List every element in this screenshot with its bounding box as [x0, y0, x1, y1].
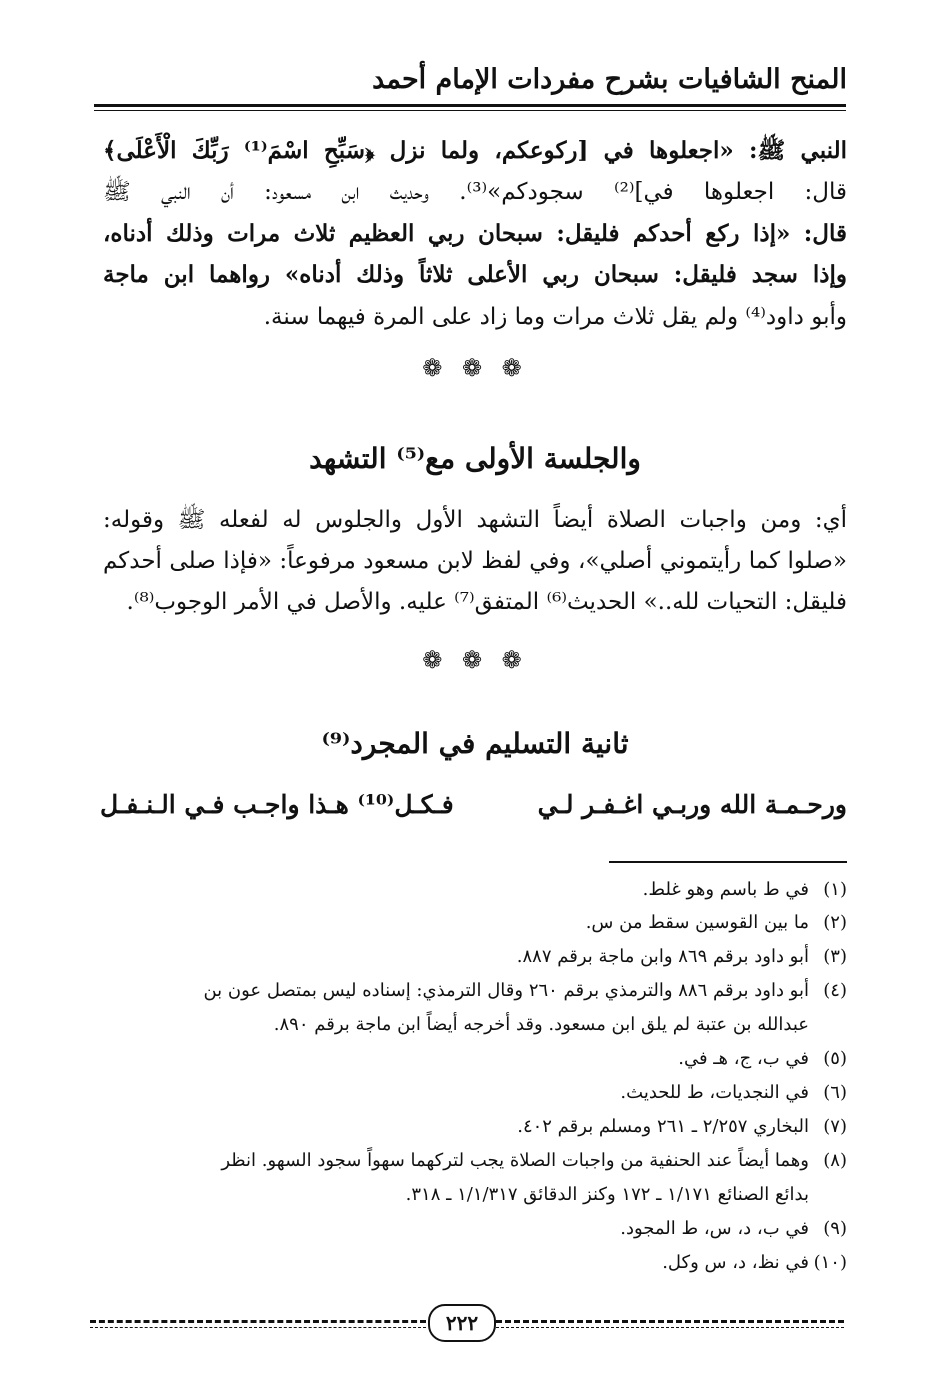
footnote [100, 942, 847, 971]
footnote [100, 1214, 847, 1243]
body-line: قال: اجعلوها في]⁽²⁾ سجودكم»⁽³⁾. وحديث ابن مسعود: أن النبي ﷺ [103, 179, 847, 205]
running-header: المنح الشافيات بشرح مفردات الإمام أحمد [372, 64, 847, 95]
footnote-text: في نظ، د، س وكل. [662, 1252, 809, 1273]
footnote [100, 1044, 847, 1073]
body-line: قال: «إذا ركع أحدكم فليقل: سبحان ربي العظيم ثلاث مرات وذلك أدناه، [103, 220, 847, 247]
footer-rule-left [90, 1320, 426, 1323]
body-line: وإذا سجد فليقل: سبحان ربي الأعلى ثلاثاً وذلك أدناه» رواهما ابن ماجة [103, 261, 847, 288]
footnote-number: (١٠) [813, 1252, 847, 1273]
body-line: وأبو داود⁽⁴⁾ ولم يقل ثلاث مرات وما زاد على المرة فيهما سنة. [263, 304, 847, 330]
footnote-text: في ب، د، س، ط المجود. [620, 1218, 809, 1239]
body-line: «صلوا كما رأيتموني أصلي»، وفي لفظ لابن مسعود مرفوعاً: «فإذا صلى أحدكم [103, 548, 847, 574]
footnote-text: أبو داود برقم ٨٨٦ والترمذي برقم ٢٦٠ وقال الترمذي: إسناده ليس بمتصل عون بن [203, 980, 809, 1001]
body-line: أي: ومن واجبات الصلاة أيضاً التشهد الأول والجلوس له لفعله ﷺ وقوله: [103, 507, 847, 533]
section-divider: ❁ ❁ ❁ [422, 354, 528, 382]
section-heading: ثانية التسليم في المجرد⁽⁹⁾ [321, 727, 629, 760]
verse-second-hemistich: فـكـل⁽¹⁰⁾ هـذا واجـب فـي الـنـفـل [100, 790, 454, 819]
footer-rule-right [496, 1320, 844, 1323]
header-rule-thin [94, 110, 846, 111]
footnote-text: وهما أيضاً عند الحنفية من واجبات الصلاة يجب لتركهما سهواً سجود السهو. انظر [221, 1150, 809, 1171]
footnote-text: في النجديات، ط للحديث. [620, 1082, 809, 1103]
footnote-text: أبو داود برقم ٨٦٩ وابن ماجة برقم ٨٨٧. [516, 946, 809, 967]
footnote-continuation: عبدالله بن عتبة لم يلق ابن مسعود. وقد أخرجه أيضاً ابن ماجة برقم ٨٩٠. [273, 1014, 809, 1035]
footnote-text: البخاري ٢/٢٥٧ ـ ٢٦١ ومسلم برقم ٤٠٢. [517, 1116, 809, 1137]
footnote [100, 976, 847, 1005]
verse-first-hemistich: ورحـمـة الله وربـي اغـفـر لـي [537, 790, 847, 819]
footnote-number: (٣) [823, 946, 847, 967]
footnote [100, 1112, 847, 1141]
footnote-number: (٨) [823, 1150, 847, 1171]
footnote [100, 875, 847, 904]
section-divider: ❁ ❁ ❁ [422, 646, 528, 674]
footnote-text: في ب، ج، هـ في. [678, 1048, 809, 1069]
poem-verse [100, 790, 847, 830]
footnote [100, 1078, 847, 1107]
footnote-text: في ط باسم وهو غلط. [642, 879, 809, 900]
section-heading: والجلسة الأولى مع⁽⁵⁾ التشهد [309, 442, 641, 475]
footer-rule-right-thin [496, 1327, 844, 1328]
footnote-number: (٩) [823, 1218, 847, 1239]
page-number: ٢٢٢ [428, 1304, 496, 1342]
footer-rule-left-thin [90, 1327, 426, 1328]
footnote-number: (٢) [823, 912, 847, 933]
footnote [100, 1248, 847, 1277]
footnote-number: (٦) [823, 1082, 847, 1103]
footnote [100, 908, 847, 937]
footnote-separator [609, 861, 847, 863]
header-rule [94, 104, 846, 107]
footnote-number: (١) [823, 879, 847, 900]
footnote [100, 1146, 847, 1175]
footnote-continuation: بدائع الصنائع ١/١٧١ ـ ١٧٢ وكنز الدقائق ١/١/٣١٧ ـ ٣١٨. [405, 1184, 809, 1205]
footnote-text: ما بين القوسين سقط من س. [585, 912, 809, 933]
footnote-number: (٥) [823, 1048, 847, 1069]
footnote-number: (٧) [823, 1116, 847, 1137]
body-line: فليقل: التحيات لله..» الحديث⁽⁶⁾ المتفق⁽⁷⁾ عليه. والأصل في الأمر الوجوب⁽⁸⁾. [126, 589, 847, 615]
footnote-number: (٤) [823, 980, 847, 1001]
body-line: النبي ﷺ: «اجعلوها في [ركوعكم، ولما نزل ﴿سَبِّحِ اسْمَ⁽¹⁾ رَبِّكَ الْأَعْلَى﴾ [103, 137, 847, 164]
